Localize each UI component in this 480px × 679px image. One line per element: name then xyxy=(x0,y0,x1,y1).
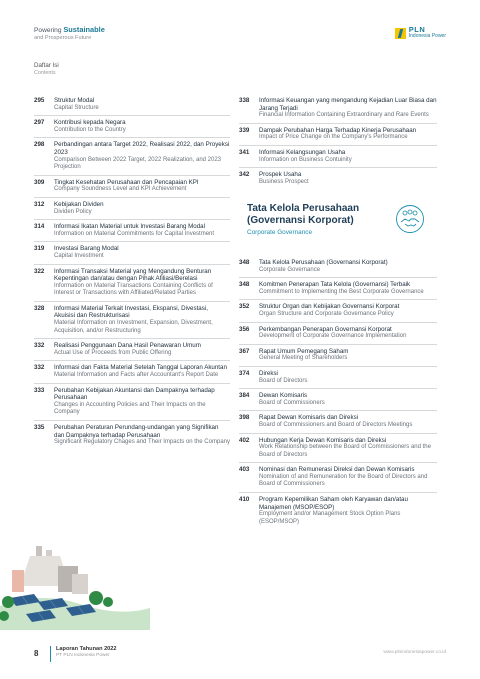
toc-page-number: 341 xyxy=(239,148,250,156)
toc-title-en: Changes in Accounting Policies and Their Impacts on the Company xyxy=(54,401,206,416)
toc-title-en: Material Information on Investment, Expansion, Divestment, Acquisition, and/or Restructuring xyxy=(54,320,213,334)
toc-title-id: Struktur Modal xyxy=(54,97,95,104)
toc-page-number: 403 xyxy=(239,466,250,474)
toc-entry[interactable] xyxy=(239,388,437,410)
toc-page-number: 309 xyxy=(34,178,45,186)
toc-title-en: Significant Regulatory Chages and Their Impacts on the Company xyxy=(54,439,230,446)
toc-title-id: Perubahan Kebijakan Akuntansi dan Dampaknya terhadap Perusahaan xyxy=(54,386,215,402)
toc-entry[interactable] xyxy=(34,115,230,137)
toc-title-en: Organ Structure and Corporate Governance Policy xyxy=(259,310,394,317)
toc-title-en: Comparison Between 2022 Target, 2022 Realization, and 2023 Projection xyxy=(54,156,222,171)
toc-entry[interactable] xyxy=(34,264,230,301)
toc-title: Daftar Isi xyxy=(34,62,59,69)
brand-tagline xyxy=(34,26,446,35)
toc-entry[interactable] xyxy=(239,277,437,299)
toc-entry[interactable] xyxy=(239,123,437,145)
power-plant-illustration xyxy=(0,536,150,630)
toc-title-id: Dampak Perubahan Harga Terhadap Kinerja Perusahaan xyxy=(259,126,417,134)
toc-entry[interactable] xyxy=(34,338,230,360)
governance-title: Tata Kelola Perusahaan (Governansi Korporat) xyxy=(247,203,360,226)
toc-page-number: 356 xyxy=(239,325,250,333)
governance-section-header xyxy=(239,190,437,254)
toc-title-id: Informasi Keuangan yang mengandung Kejadian Luar Biasa dan Jarang Terjadi xyxy=(259,97,437,112)
toc-title-en: Work Relationship between the Board of Commissioners and the Board of Directors xyxy=(259,444,431,458)
toc-title-id: Informasi dan Fakta Material Setelah Tanggal Laporan Akuntan xyxy=(54,364,227,372)
toc-page-number: 333 xyxy=(34,386,45,394)
toc-page-number: 328 xyxy=(34,304,45,312)
toc-entry[interactable] xyxy=(34,175,230,197)
toc-title-id: Informasi Transaksi Material yang Mengandung Benturan Kepentingan dan/atau dengan Pihak Afiliasi/Berelasi xyxy=(54,267,212,283)
toc-title-id: Perbandingan antara Target 2022, Realisasi 2022, dan Proyeksi 2023 xyxy=(54,141,230,156)
page-footer xyxy=(0,640,480,670)
handshake-icon xyxy=(395,204,425,234)
toc-page-number: 297 xyxy=(34,119,45,127)
brand-prefix: Powering xyxy=(34,27,62,34)
toc-page-number: 348 xyxy=(239,259,250,266)
toc-title-en: Company Soundness Level and KPI Achievement xyxy=(54,186,187,193)
toc-title-id: Investasi Barang Modal xyxy=(54,245,119,253)
toc-title-id: Realisasi Penggunaan Dana Hasil Penawaran Umum xyxy=(54,342,201,350)
toc-page-number: 402 xyxy=(239,436,250,444)
logo-main-text: PLN xyxy=(408,25,426,34)
toc-title-id: Informasi Kelangsungan Usaha xyxy=(259,148,346,156)
toc-entry[interactable] xyxy=(34,301,230,338)
toc-title-id: Dewan Komisaris xyxy=(259,392,308,400)
toc-entry[interactable] xyxy=(239,492,437,529)
page-number: 8 xyxy=(34,649,39,658)
brand-tagline-2: and Prosperous Future xyxy=(34,35,92,41)
toc-title-en: Actual Use of Proceeds from Public Offering xyxy=(54,349,172,356)
toc-entry[interactable] xyxy=(239,94,437,123)
toc-page-number: 410 xyxy=(239,496,250,504)
toc-title-en: Board of Commissioners xyxy=(259,399,325,406)
toc-entry[interactable] xyxy=(239,462,437,492)
toc-title-id: Kontribusi kepada Negara xyxy=(54,119,126,127)
toc-page-number: 332 xyxy=(34,364,45,372)
toc-subtitle: Contents xyxy=(34,70,56,76)
toc-title-en: Board of Directors xyxy=(259,377,308,384)
toc-page-number: 367 xyxy=(239,347,250,355)
toc-title-id: Kebijakan Dividen xyxy=(54,200,104,208)
toc-title-en: Capital Investment xyxy=(54,252,104,259)
toc-title-id: Direksi xyxy=(259,369,278,377)
toc-title-id: Rapat Umum Pemegang Saham xyxy=(259,347,349,355)
toc-page-number: 374 xyxy=(239,369,250,377)
governance-subtitle: Corporate Governance xyxy=(247,229,313,236)
page-header xyxy=(34,26,446,46)
pln-logo-icon xyxy=(395,28,406,39)
toc-page-number: 348 xyxy=(239,281,250,289)
toc-page-number: 352 xyxy=(239,303,250,311)
toc-right-column-top xyxy=(239,94,437,189)
toc-entry[interactable] xyxy=(239,433,437,463)
toc-title-id: Nominasi dan Remunerasi Direksi dan Dewan Komisaris xyxy=(259,466,415,474)
toc-entry[interactable] xyxy=(239,167,437,189)
toc-title-id: Perubahan Peraturan Perundang-undangan yang Signifikan dan Dampaknya terhadap Perusahaan xyxy=(54,424,219,439)
toc-entry[interactable] xyxy=(34,94,230,115)
toc-title-en: Commitment to Implementing the Best Corporate Governance xyxy=(259,288,424,295)
toc-page-number: 384 xyxy=(239,392,250,400)
toc-title-en: Corporate Governance xyxy=(259,266,321,273)
toc-right-column-bottom xyxy=(239,256,437,529)
footer-title: Laporan Tahunan 2022 xyxy=(56,646,117,652)
toc-title-en: Material Information and Facts after Accountant's Report Date xyxy=(54,372,219,379)
toc-page-number: 339 xyxy=(239,126,250,134)
toc-title-id: Informasi Material Terkait Investasi, Ekspansi, Divestasi, Akuisisi dan Restrukturisasi xyxy=(54,304,208,320)
toc-title-id: Tata Kelola Perusahaan (Governansi Korporat) xyxy=(259,259,388,266)
toc-title-id: Program Kepemilikan Saham oleh Karyawan dan/atau Manajemen (MSOP/ESOP) xyxy=(259,496,408,511)
toc-entry[interactable] xyxy=(239,256,437,277)
toc-title-id: Hubungan Kerja Dewan Komisaris dan Direksi xyxy=(259,436,387,444)
toc-page-number: 338 xyxy=(239,97,250,104)
toc-title-en: General Meeting of Shareholders xyxy=(259,355,348,362)
footer-url[interactable]: www.plnindonesiapower.co.id xyxy=(383,650,446,655)
toc-page-number: 335 xyxy=(34,424,45,431)
toc-page-number: 298 xyxy=(34,141,45,149)
toc-entry[interactable] xyxy=(239,366,437,388)
toc-title-id: Komitmen Penerapan Tata Kelola (Governansi) Terbaik xyxy=(259,281,411,289)
toc-entry[interactable] xyxy=(34,219,230,241)
toc-title-en: Contribution to the Country xyxy=(54,126,126,133)
toc-title-en: Capital Structure xyxy=(54,104,99,111)
toc-title-en: Development of Corporate Governance Implementation xyxy=(259,333,407,340)
toc-entry[interactable] xyxy=(239,145,437,167)
toc-entry[interactable] xyxy=(34,383,230,420)
toc-entry[interactable] xyxy=(34,137,230,174)
toc-entry[interactable] xyxy=(34,420,230,450)
toc-page-number: 314 xyxy=(34,223,45,231)
toc-header xyxy=(34,62,59,77)
toc-title-en: Impact of Price Change on the Company's Performance xyxy=(259,134,408,141)
toc-page-number: 312 xyxy=(34,200,45,208)
footer-subtitle: PT PLN Indonesia Power xyxy=(56,653,110,658)
toc-title-id: Perkembangan Penerapan Governansi Korporat xyxy=(259,325,392,333)
toc-title-en: Information on Material Transactions Containing Conflicts of Interest or Transactions with Affiliated/Related Parties xyxy=(54,282,213,297)
toc-left-column xyxy=(34,94,230,450)
toc-entry[interactable] xyxy=(239,410,437,432)
toc-entry[interactable] xyxy=(239,322,437,344)
toc-entry[interactable] xyxy=(239,299,437,321)
toc-page-number: 332 xyxy=(34,342,45,350)
toc-page-number: 398 xyxy=(239,414,250,422)
toc-entry[interactable] xyxy=(34,197,230,219)
company-logo xyxy=(395,26,446,40)
toc-entry[interactable] xyxy=(34,360,230,382)
toc-page-number: 322 xyxy=(34,267,45,275)
toc-entry[interactable] xyxy=(34,241,230,263)
toc-entry[interactable] xyxy=(239,344,437,366)
toc-title-en: Board of Commissioners and Board of Directors Meetings xyxy=(259,421,413,428)
toc-title-en: Information on Business Contuinity xyxy=(259,156,352,163)
toc-title-en: Nomination of and Remuneration for the Board of Directors and Board of Commissioners xyxy=(259,473,428,488)
logo-sub-text: Indonesia Power xyxy=(408,33,446,39)
toc-title-id: Rapat Dewan Komisaris dan Direksi xyxy=(259,414,359,422)
toc-title-id: Informasi Ikatan Material untuk Investasi Barang Modal xyxy=(54,223,205,231)
toc-title-en: Dividen Policy xyxy=(54,208,92,215)
toc-title-id: Struktur Organ dan Kebijakan Governansi Korporat xyxy=(259,303,400,311)
toc-title-id: Prospek Usaha xyxy=(259,171,302,179)
toc-page-number: 342 xyxy=(239,171,250,179)
toc-page-number: 319 xyxy=(34,245,45,253)
toc-title-en: Information on Material Commitments for Capital Investment xyxy=(54,230,215,237)
toc-title-en: Business Prospect xyxy=(259,178,309,185)
toc-title-en: Financial Information Containing Extraordinary and Rare Events xyxy=(259,112,429,119)
toc-title-id: Tingkat Kesehatan Perusahaan dan Pencapaian KPI xyxy=(54,178,199,186)
toc-page-number: 295 xyxy=(34,97,45,104)
brand-bold: Sustainable xyxy=(63,25,105,34)
footer-divider xyxy=(50,646,51,662)
toc-title-en: Employment and/or Management Stock Option Plans (ESOP/MSOP) xyxy=(259,511,401,525)
